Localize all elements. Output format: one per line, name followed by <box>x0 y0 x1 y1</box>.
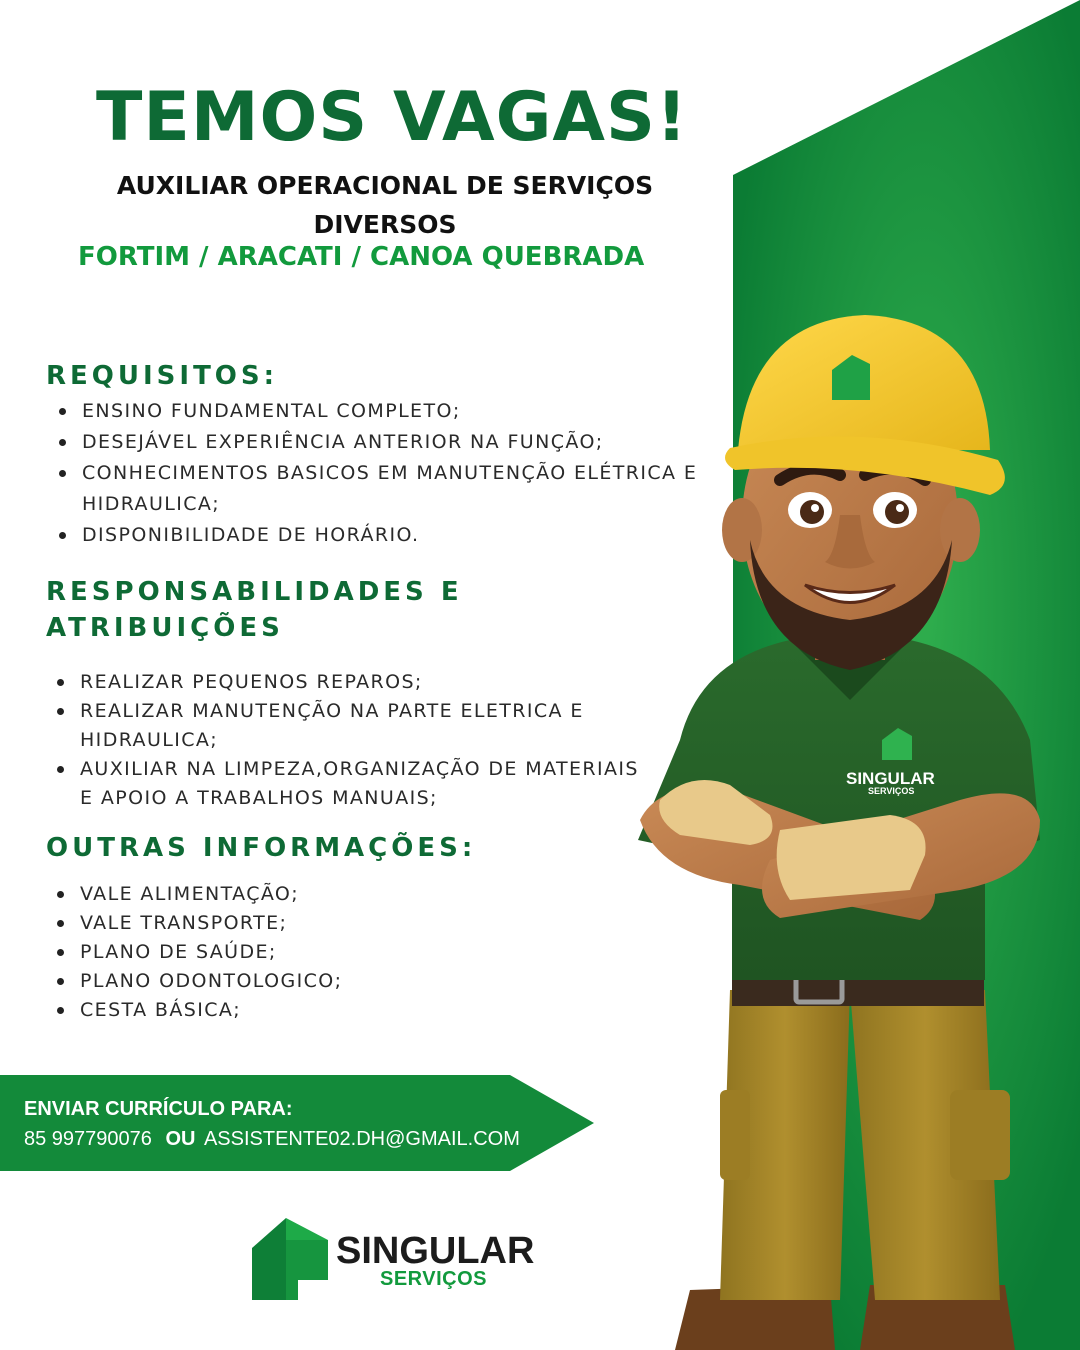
list-item: CONHECIMENTOS BASICOS EM MANUTENÇÃO ELÉTRICA E HIDRAULICA; <box>56 458 716 520</box>
cta-email[interactable]: ASSISTENTE02.DH@GMAIL.COM <box>203 1128 520 1150</box>
list-item: AUXILIAR NA LIMPEZA,ORGANIZAÇÃO DE MATERIAIS E APOIO A TRABALHOS MANUAIS; <box>54 755 654 813</box>
list-item: PLANO DE SAÚDE; <box>54 938 554 967</box>
job-title: AUXILIAR OPERACIONAL DE SERVIÇOS DIVERSOS <box>116 171 654 239</box>
worker-illustration <box>620 300 1080 1350</box>
logo-sub: SERVIÇOS <box>380 1268 487 1290</box>
logo <box>252 1218 552 1300</box>
list-item: DISPONIBILIDADE DE HORÁRIO. <box>56 520 716 551</box>
other-info-title: OUTRAS INFORMAÇÕES: <box>46 833 477 863</box>
headline: TEMOS VAGAS! <box>96 78 689 157</box>
list-item: ENSINO FUNDAMENTAL COMPLETO; <box>56 396 716 427</box>
list-item: REALIZAR PEQUENOS REPAROS; <box>54 668 654 697</box>
locations: FORTIM / ARACATI / CANOA QUEBRADA <box>78 242 645 272</box>
cta-contact <box>24 1123 520 1155</box>
cta-text <box>24 1095 520 1155</box>
responsibilities-list <box>54 668 654 813</box>
list-item: REALIZAR MANUTENÇÃO NA PARTE ELETRICA E HIDRAULICA; <box>54 697 654 755</box>
list-item: DESEJÁVEL EXPERIÊNCIA ANTERIOR NA FUNÇÃO; <box>56 427 716 458</box>
shirt-logo-sub: SERVIÇOS <box>868 786 915 796</box>
building-icon <box>252 1218 332 1300</box>
cta-label: ENVIAR CURRÍCULO PARA: <box>24 1098 293 1120</box>
list-item: VALE ALIMENTAÇÃO; <box>54 880 554 909</box>
shirt-logo-name: SINGULAR <box>846 769 935 788</box>
cta-separator: OU <box>165 1128 196 1150</box>
other-info-list <box>54 880 554 1025</box>
responsibilities-title: RESPONSABILIDADES E ATRIBUIÇÕES <box>46 577 463 643</box>
requirements-list <box>56 396 716 551</box>
list-item: CESTA BÁSICA; <box>54 996 554 1025</box>
cta-phone[interactable]: 85 997790076 <box>24 1128 152 1150</box>
list-item: VALE TRANSPORTE; <box>54 909 554 938</box>
list-item: PLANO ODONTOLOGICO; <box>54 967 554 996</box>
requirements-title: REQUISITOS: <box>46 361 279 391</box>
logo-name: SINGULAR <box>336 1230 535 1272</box>
